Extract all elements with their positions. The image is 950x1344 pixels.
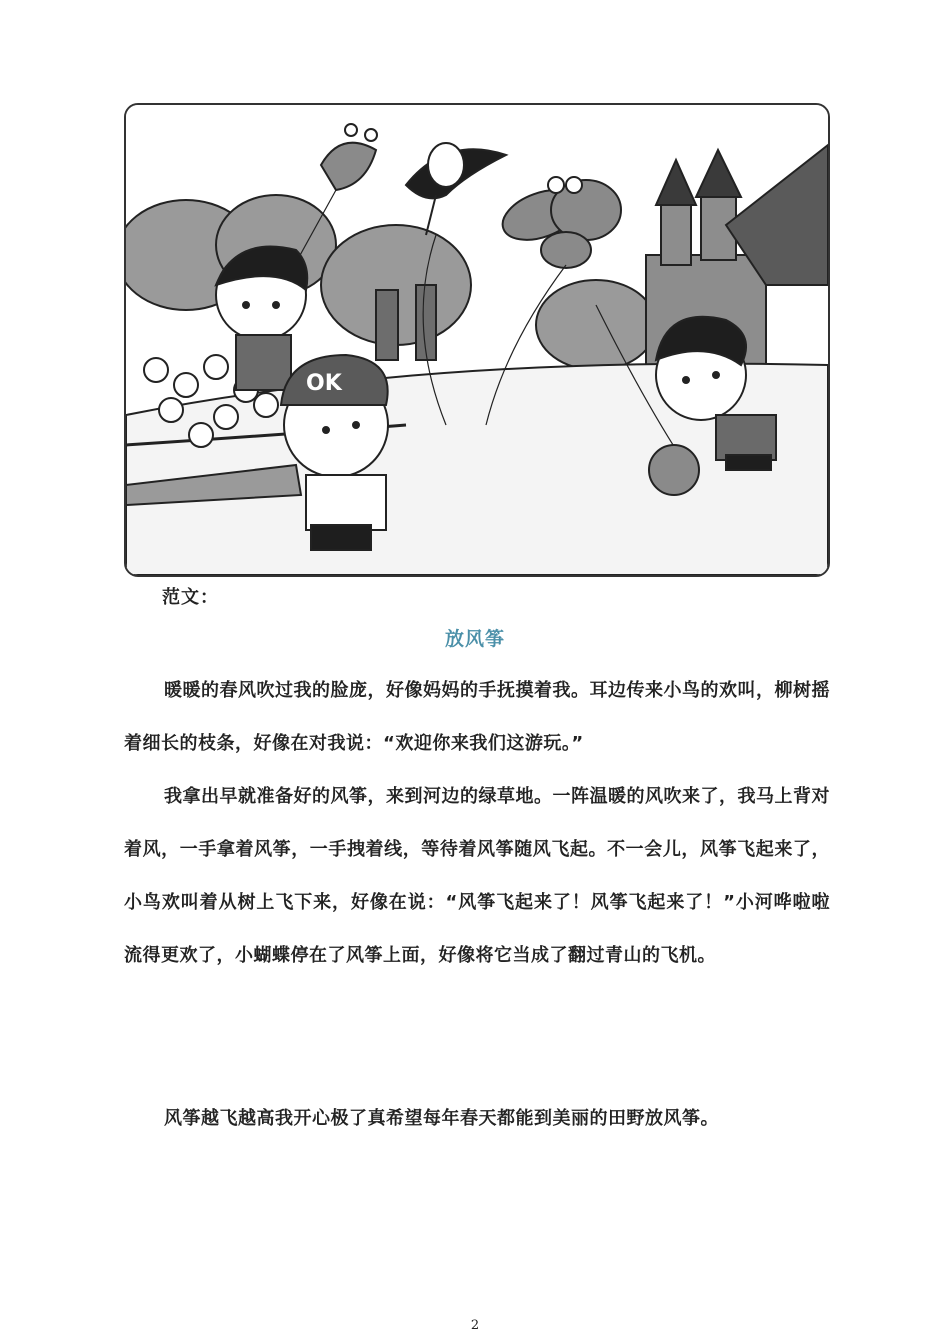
paragraph-1: 暖暖的春风吹过我的脸庞，好像妈妈的手抚摸着我。耳边传来小鸟的欢叫，柳树摇着细长的枝条，好像在对我说：“欢迎你来我们这游玩。” xyxy=(124,680,830,754)
paragraph-3: 风筝越飞越高我开心极了真希望每年春天都能到美丽的田野放风筝。 xyxy=(164,1108,719,1129)
kite-scene-icon xyxy=(126,105,828,575)
section-label: 范文： xyxy=(162,587,219,608)
cap-text: OK xyxy=(306,371,342,396)
kite-flying-illustration xyxy=(124,103,830,577)
paragraph-2: 我拿出早就准备好的风筝，来到河边的绿草地。一阵温暖的风吹来了，我马上背对着风，一手拿着风筝，一手拽着线，等待着风筝随风飞起。不一会儿，风筝飞起来了，小鸟欢叫着从树上飞下来，好像在说：“风筝飞起来了！风筝飞起来了！”小河哗啦啦流得更欢了，小蝴蝶停在了风筝上面，好像将它当成了翻过青山的飞机。 xyxy=(124,786,830,966)
ball-icon xyxy=(649,445,699,495)
page-number: 2 xyxy=(470,1318,480,1333)
girl-figure-icon xyxy=(216,247,307,390)
essay-title: 放风筝 xyxy=(444,628,505,650)
